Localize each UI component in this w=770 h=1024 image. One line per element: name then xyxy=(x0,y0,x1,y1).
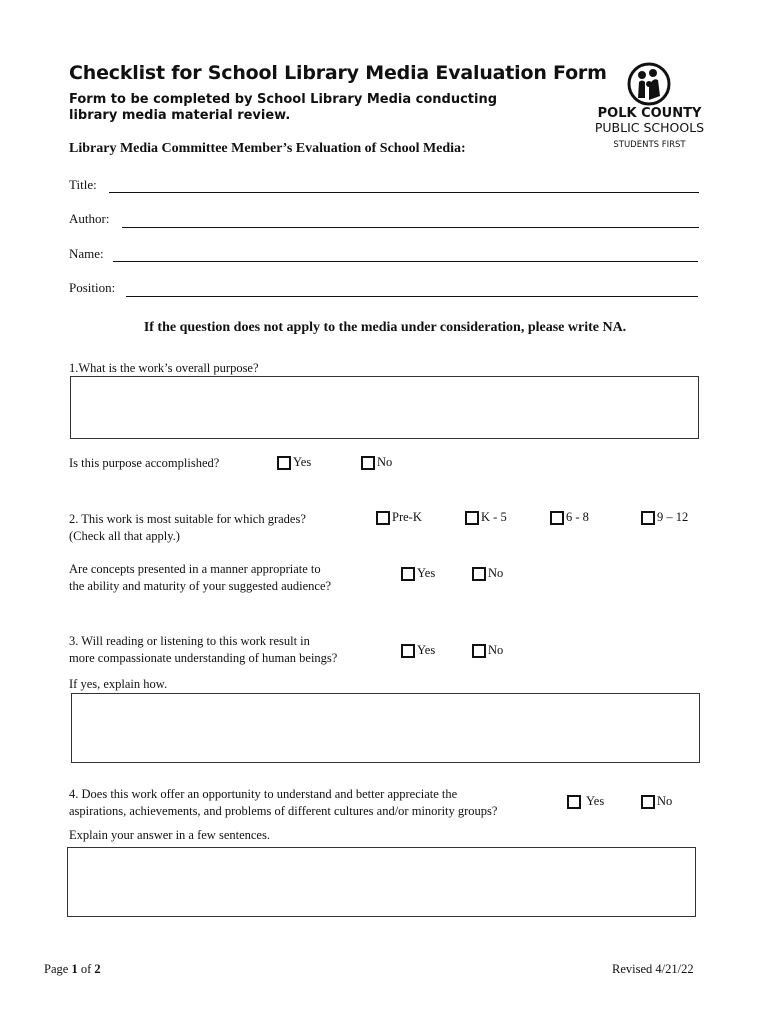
of-word: of xyxy=(80,962,92,976)
q2-no-label: No xyxy=(488,566,504,580)
q1-prompt: 1.What is the work’s overall purpose? xyxy=(69,361,259,375)
grade-prek-label: Pre-K xyxy=(392,510,422,524)
q1-yes-checkbox[interactable] xyxy=(277,456,291,470)
q2-yes-checkbox[interactable] xyxy=(401,567,415,581)
name-label: Name: xyxy=(69,246,104,261)
section-heading: Library Media Committee Member’s Evaluation of School Media: xyxy=(69,141,466,156)
page-indicator xyxy=(44,962,101,977)
grade-k5-label: K - 5 xyxy=(481,510,507,524)
three-people-circle-logo-icon xyxy=(627,62,671,106)
q2-sub-prompt xyxy=(69,561,331,595)
q3-yes-checkbox[interactable] xyxy=(401,644,415,658)
q2-prompt-line1: 2. This work is most suitable for which grades? xyxy=(69,512,306,526)
q1-yes-label: Yes xyxy=(293,455,312,469)
q2-yes-label: Yes xyxy=(417,566,436,580)
grade-option-k5[interactable] xyxy=(465,510,507,525)
q3-prompt-line1: 3. Will reading or listening to this work result in xyxy=(69,634,310,648)
grade-option-912[interactable] xyxy=(641,510,688,525)
q4-yes-checkbox[interactable] xyxy=(567,795,581,809)
page-current: 1 xyxy=(71,962,78,976)
q3-explain-label: If yes, explain how. xyxy=(69,677,168,691)
q3-yes-label: Yes xyxy=(417,643,436,657)
q4-yes-option[interactable] xyxy=(567,794,604,809)
q3-answer-box[interactable] xyxy=(71,693,700,763)
page-total: 2 xyxy=(94,962,101,976)
q2-no-checkbox[interactable] xyxy=(472,567,486,581)
grade-prek-checkbox[interactable] xyxy=(376,511,390,525)
q4-prompt xyxy=(69,786,497,820)
q4-prompt-line1: 4. Does this work offer an opportunity to understand and better appreciate the xyxy=(69,787,458,801)
author-field[interactable] xyxy=(122,227,699,228)
name-field[interactable] xyxy=(113,261,698,262)
q2-sub-line1: Are concepts presented in a manner appropriate to xyxy=(69,562,321,576)
logo-name-line2: PUBLIC SCHOOLS xyxy=(594,120,705,135)
title-label: Title: xyxy=(69,177,97,192)
district-logo xyxy=(592,62,707,152)
logo-tagline: STUDENTS FIRST xyxy=(613,140,686,150)
q1-answer-box[interactable] xyxy=(70,376,699,439)
form-subtitle: Form to be completed by School Library Media conducting library media material review. xyxy=(69,92,498,123)
position-field[interactable] xyxy=(126,296,698,297)
title-field[interactable] xyxy=(109,192,699,193)
revised-date: Revised 4/21/22 xyxy=(612,962,694,976)
q1-yes-option[interactable] xyxy=(277,455,311,470)
q1-followup: Is this purpose accomplished? xyxy=(69,456,220,470)
grade-option-68[interactable] xyxy=(550,510,589,525)
q2-prompt xyxy=(69,511,306,545)
q2-sub-line2: the ability and maturity of your suggested audience? xyxy=(69,579,332,593)
grade-68-label: 6 - 8 xyxy=(566,510,589,524)
author-label: Author: xyxy=(69,211,110,226)
q4-prompt-line2: aspirations, achievements, and problems of different cultures and/or minority groups? xyxy=(69,804,498,818)
grade-option-prek[interactable] xyxy=(376,510,422,525)
page-word: Page xyxy=(44,962,69,976)
q2-yes-option[interactable] xyxy=(401,566,435,581)
q1-no-checkbox[interactable] xyxy=(361,456,375,470)
grade-68-checkbox[interactable] xyxy=(550,511,564,525)
q1-no-option[interactable] xyxy=(361,455,392,470)
q3-no-option[interactable] xyxy=(472,643,503,658)
q3-no-checkbox[interactable] xyxy=(472,644,486,658)
q4-yes-label: Yes xyxy=(586,794,605,808)
q3-yes-option[interactable] xyxy=(401,643,435,658)
q3-prompt xyxy=(69,633,337,667)
logo-name-line1: POLK COUNTY xyxy=(597,106,702,121)
position-label: Position: xyxy=(69,280,116,295)
na-instructions: If the question does not apply to the media under consideration, please write NA. xyxy=(143,320,627,335)
form-title: Checklist for School Library Media Evaluation Form xyxy=(69,62,607,84)
q4-explain-label: Explain your answer in a few sentences. xyxy=(69,828,270,842)
q2-prompt-line2: (Check all that apply.) xyxy=(69,529,180,543)
q3-no-label: No xyxy=(488,643,504,657)
q1-no-label: No xyxy=(377,455,393,469)
grade-k5-checkbox[interactable] xyxy=(465,511,479,525)
q4-answer-box[interactable] xyxy=(67,847,696,917)
grade-912-label: 9 – 12 xyxy=(657,510,689,524)
q2-no-option[interactable] xyxy=(472,566,503,581)
grade-912-checkbox[interactable] xyxy=(641,511,655,525)
q3-prompt-line2: more compassionate understanding of human beings? xyxy=(69,651,338,665)
q4-no-checkbox[interactable] xyxy=(641,795,655,809)
q4-no-label: No xyxy=(657,794,673,808)
q4-no-option[interactable] xyxy=(641,794,672,809)
